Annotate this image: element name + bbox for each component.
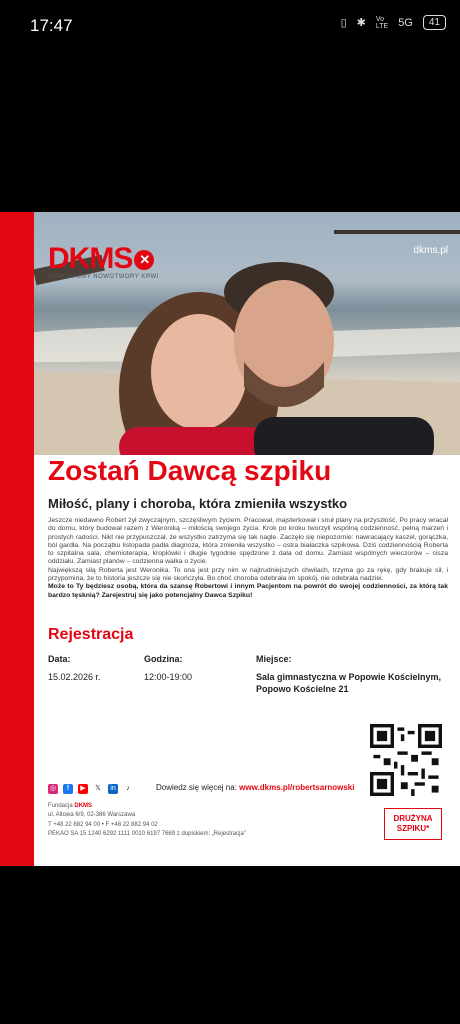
footer-phones: T +48 22 882 94 00 • F +48 22 882 94 02 [48, 821, 158, 828]
social-icons [48, 784, 133, 794]
linkedin-icon[interactable]: in [108, 784, 118, 794]
qr-code[interactable] [370, 724, 442, 796]
date-value: 15.02.2026 r. [48, 672, 101, 682]
logo-tagline: POKONAJMY NOWOTWORY KRWI [49, 274, 159, 280]
call-to-action: Może to Ty będziesz osobą, która da szansę Robertowi i innym Pacjentom na powrót do swojej codzienności, za którą tak bardzo tęsknią? Zarejestruj się jako potencjalny Dawca Szpiku! [48, 583, 448, 599]
x-icon[interactable]: 𝕏 [93, 784, 103, 794]
red-side-bar [0, 212, 34, 866]
druzyna-szpiku-badge: DRUŻYNA SZPIKU* [384, 808, 442, 840]
poster-image[interactable] [0, 212, 460, 866]
youtube-icon[interactable]: ▶ [78, 784, 88, 794]
tiktok-icon[interactable]: ♪ [123, 784, 133, 794]
story-paragraph: Jeszcze niedawno Robert żył zwyczajnym, szczęśliwym życiem. Pracował, majsterkował i snuł plany na przyszłość. Po pracy wracał do domu, który budował razem z Weroniką – miłością swojego życia. Krok po kroku tworzyli wspólną codzienność, pełną marzeń i prostych radości. Nikt nie przypuszczał, że wszystko zatrzyma się tak nagle. Zaczęło się niepozornie: nawracający kaszel, gorączka, ból gardła. Na początku listopada padła diagnoza, która zmieniła wszystko – ostra białaczka szpikowa. Dziś codziennością Roberta to szpitalna sala, chemioterapia, kroplówki i długie tygodnie spędzone z dala od domu. Zamiast wspólnych wieczorów – cisza oddziału. Zamiast planów – codzienna walka o życie. [48, 517, 448, 566]
status-time: 17:47 [30, 16, 73, 35]
photo-url: dkms.pl [413, 245, 448, 256]
place-line1: Sala gimnastyczna w Popowie Kościelnym, [256, 672, 442, 682]
time-label: Godzina: [144, 654, 183, 664]
footer-bank: PEKAO SA 15 1240 6292 1111 0010 6197 7669 z dopiskiem: „Rejestracja” [48, 830, 246, 837]
poster-title: Zostań Dawcą szpiku [48, 455, 332, 486]
footer-org: Fundacja DKMS [48, 803, 93, 809]
more-info [156, 783, 354, 792]
status-bar [0, 0, 460, 52]
facebook-icon[interactable]: f [63, 784, 73, 794]
time-value: 12:00-19:00 [144, 672, 193, 682]
status-icons [341, 15, 446, 30]
footer-address: ul. Altowa 6/9, 02-386 Warszawa [48, 812, 136, 819]
more-label: Dowiedz się więcej na: [156, 783, 237, 792]
more-url-link[interactable]: www.dkms.pl/robertsarnowski [239, 783, 355, 792]
dkms-logo-mark-icon: ✕ [134, 250, 154, 270]
signal-icon: 5G [398, 16, 413, 29]
couple-photo [34, 212, 460, 455]
poster-subtitle: Miłość, plany i choroba, która zmieniła wszystko [48, 496, 348, 511]
registration-title: Rejestracja [48, 626, 134, 643]
volte-icon: Vo LTE [375, 15, 389, 30]
footer-info [48, 802, 246, 839]
story-paragraph: Największą siłą Roberta jest Weronika. To ona jest przy nim w najtrudniejszych chwilach, trzyma go za rękę, gdy brakuje sił, i przypomina, że to historia jeszcze się nie skończyła. Bo choć choroba odebrała im spokój, nie odebrała nadziei. [48, 566, 448, 583]
bluetooth-icon: ✱ [356, 17, 366, 29]
place-line2: Popowo Kościelne 21 [256, 684, 349, 694]
battery-icon: 41 [423, 15, 446, 30]
story-text [48, 517, 448, 600]
instagram-icon[interactable]: ◎ [49, 785, 57, 792]
vibrate-icon: ▯ [340, 17, 347, 29]
dkms-logo: DKMS ✕ [48, 242, 154, 276]
date-label: Data: [48, 654, 71, 664]
place-label: Miejsce: [256, 654, 292, 664]
